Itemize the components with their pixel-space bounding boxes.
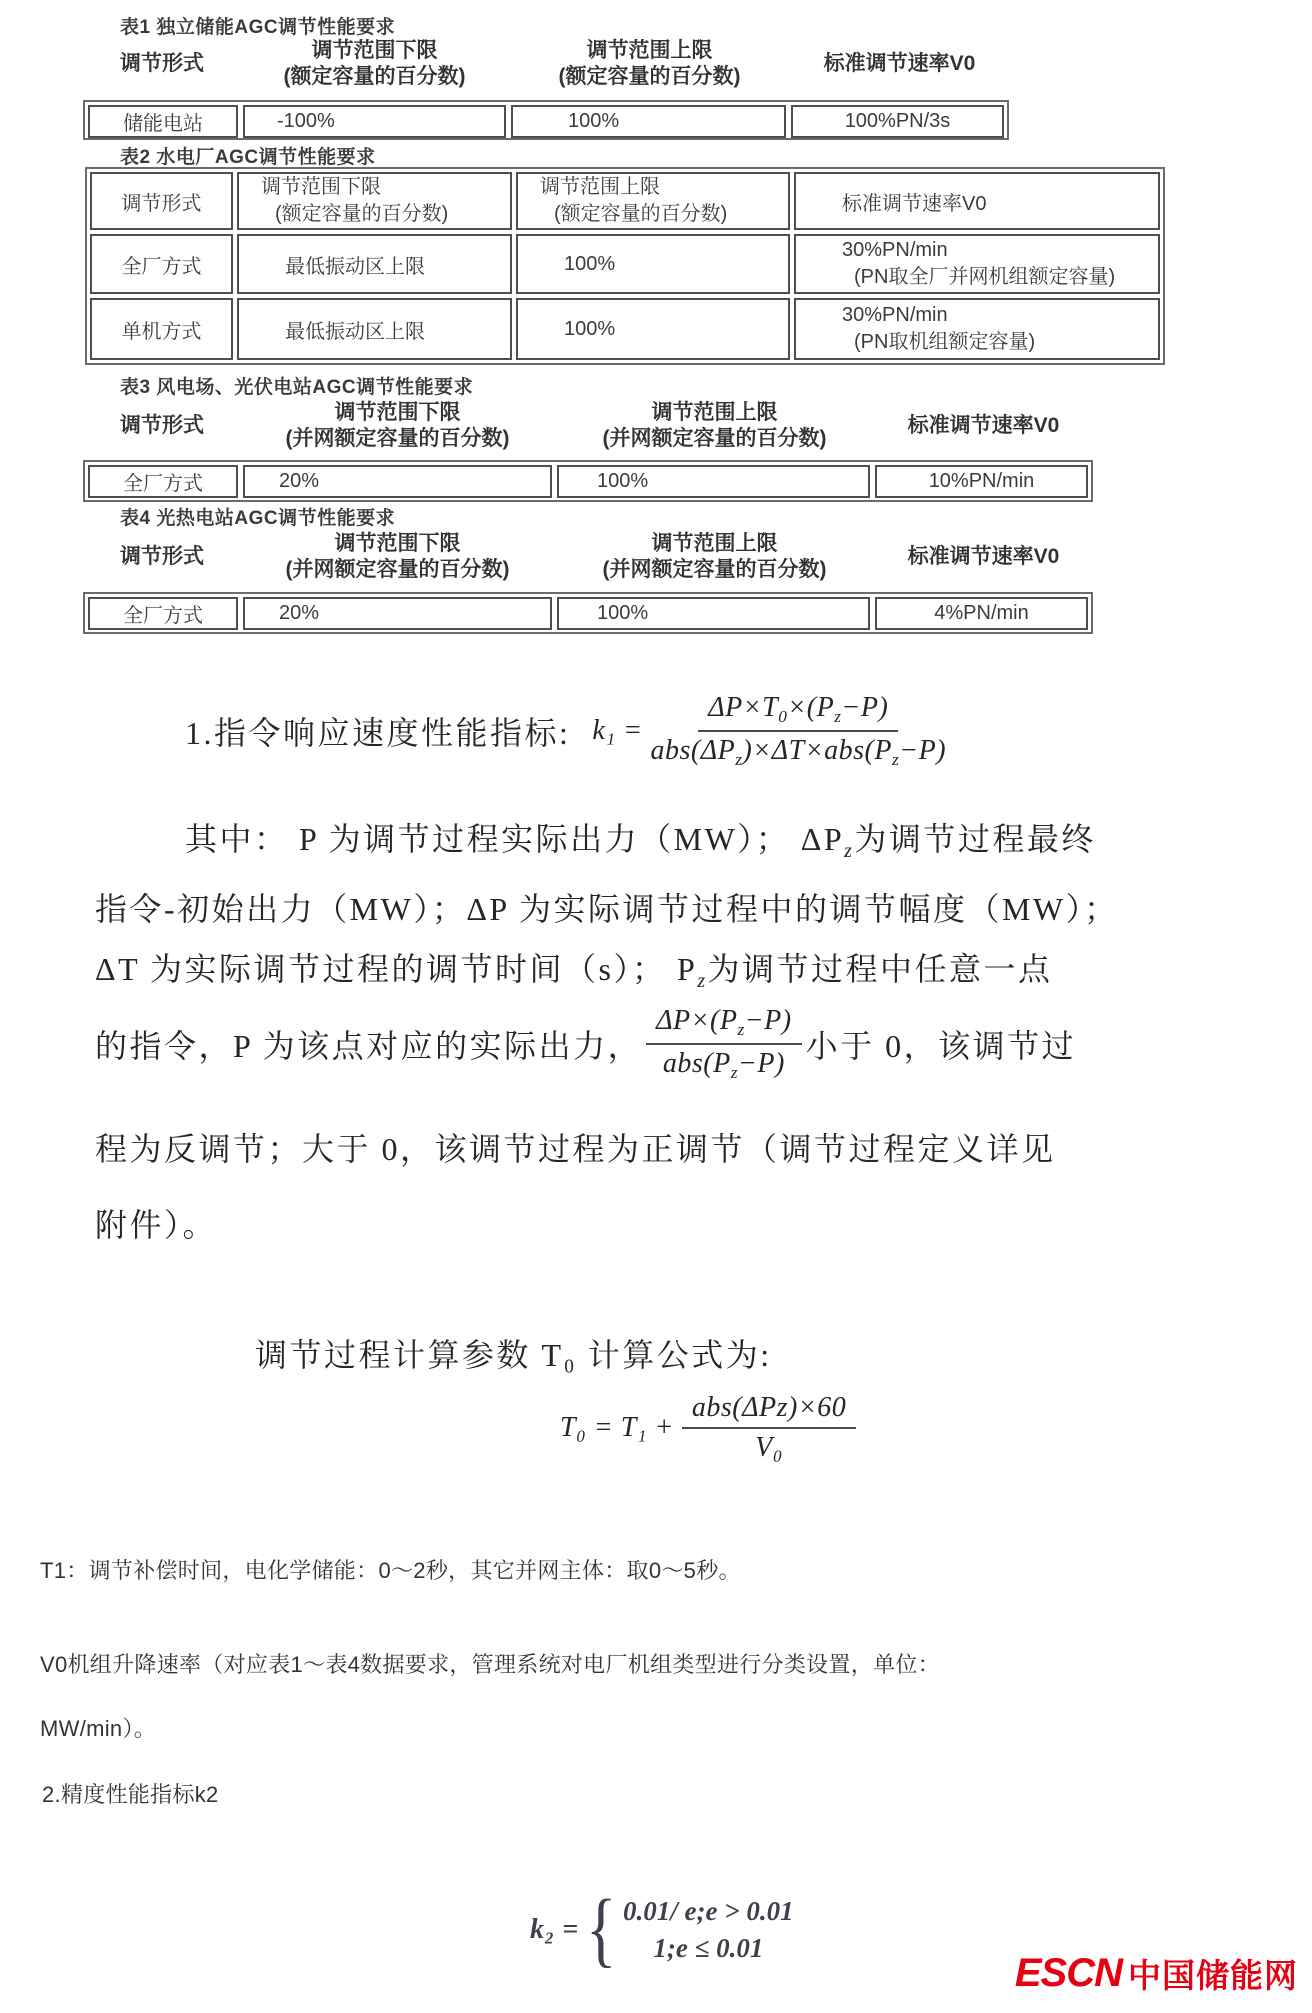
table1-title: 表1 独立储能AGC调节性能要求	[120, 17, 396, 38]
table3-title: 表3 风电场、光伏电站AGC调节性能要求	[120, 377, 474, 398]
t0-numerator: abs(ΔPz)×60	[682, 1392, 856, 1429]
table2	[85, 167, 1165, 365]
table1-header-col1: 调节形式	[120, 52, 204, 75]
table4-data-row	[83, 592, 1093, 634]
inline-denominator: $abs(P_z-P)$	[662, 1048, 785, 1083]
table1-cell: 100%PN/3s	[791, 105, 1004, 138]
t0-formula	[560, 1392, 864, 1464]
table4-header	[87, 531, 1090, 583]
table1-cell: 储能电站	[88, 105, 238, 138]
t0-denominator: V₀	[755, 1432, 784, 1463]
paragraph-text: 的指令，P 为该点对应的实际出力，	[95, 1028, 643, 1065]
escn-logo	[1015, 1950, 1298, 1997]
table2-cell: 100%	[516, 298, 790, 360]
paragraph-line: 其中： P 为调节过程实际出力（MW）； $\Delta P_z$为调节过程最终	[185, 821, 1096, 862]
table4-cell: 4%PN/min	[875, 597, 1088, 630]
escn-logo-en: ESCN	[1014, 1951, 1122, 1995]
table4-header-col4: 标准调节速率V0	[907, 545, 1060, 568]
inline-fraction	[646, 1005, 801, 1083]
table1-header	[87, 38, 1006, 90]
table1-cell: 100%	[511, 105, 786, 138]
table1-header-col3: 调节范围上限 (额定容量的百分数)	[558, 39, 741, 88]
k2-case1: 0.01/ e;e > 0.01	[623, 1896, 794, 1926]
t1-note: T1：调节补偿时间，电化学储能：0～2秒，其它并网主体：取0～5秒。	[40, 1558, 741, 1583]
table2-cell: 最低振动区上限	[237, 234, 512, 294]
table3-cell: 全厂方式	[88, 465, 238, 498]
t0-caption: 调节过程计算参数 T₀ 计算公式为:	[255, 1337, 772, 1373]
table3-header-col1: 调节形式	[120, 414, 204, 437]
table2-cell: 30%PN/min (PN取全厂并网机组额定容量)	[794, 234, 1160, 294]
table3-cell: 20%	[243, 465, 552, 498]
inline-numerator: $\Delta P\times(P_z-P)$	[646, 1005, 801, 1045]
table2-cell: 最低振动区上限	[237, 298, 512, 360]
table2-header-col2: 调节范围下限 (额定容量的百分数)	[237, 172, 512, 230]
t0-lhs: T₀ = T₁ +	[560, 1412, 674, 1443]
paragraph-line: ΔT 为实际调节过程的调节时间（s）； $P_z$为调节过程中任意一点	[95, 951, 1053, 992]
paragraph-line: 附件）。	[95, 1207, 218, 1243]
table2-cell: 30%PN/min (PN取机组额定容量)	[794, 298, 1160, 360]
k2-brace: {	[585, 1883, 617, 1976]
k1-fraction	[650, 692, 946, 770]
table3-cell: 100%	[557, 465, 870, 498]
k1-formula	[185, 692, 954, 770]
paragraph-line: 程为反调节；大于 0，该调节过程为正调节（调节过程定义详见	[95, 1131, 1056, 1167]
table4-cell: 100%	[557, 597, 870, 630]
table1-data-row	[83, 100, 1009, 140]
paragraph-line: 指令-初始出力（MW）；ΔP 为实际调节过程中的调节幅度（MW）；	[95, 891, 1119, 927]
paragraph-text: 小于 0，该调节过	[805, 1028, 1077, 1065]
k2-lhs: k₂ =	[530, 1914, 579, 1945]
table1-cell: -100%	[243, 105, 506, 138]
k1-lead: 1.指令响应速度性能指标:	[185, 715, 571, 752]
escn-logo-cn: 中国储能网	[1128, 1957, 1298, 1994]
table2-cell: 全厂方式	[90, 234, 233, 294]
table3-header-col4: 标准调节速率V0	[907, 414, 1060, 437]
v0-note-line2: MW/min）。	[40, 1716, 157, 1741]
table2-cell: 单机方式	[90, 298, 233, 360]
table4-header-col1: 调节形式	[120, 545, 204, 568]
v0-note-line1: V0机组升降速率（对应表1～表4数据要求，管理系统对电厂机组类型进行分类设置，单位：	[40, 1652, 940, 1677]
table4-title: 表4 光热电站AGC调节性能要求	[120, 508, 396, 529]
k2-case2: 1;e ≤ 0.01	[653, 1933, 764, 1963]
table3-data-row	[83, 460, 1093, 502]
k1-denominator: $abs(\Delta P_z)\times\Delta T\times abs(P_z-P)$	[650, 735, 947, 770]
table4-cell: 全厂方式	[88, 597, 238, 630]
k2-cases	[623, 1896, 794, 1964]
table1-header-col2: 调节范围下限 (额定容量的百分数)	[283, 39, 466, 88]
table4-header-col3: 调节范围上限 (并网额定容量的百分数)	[602, 532, 827, 581]
table2-header-col4: 标准调节速率V0	[794, 172, 1160, 230]
table2-title: 表2 水电厂AGC调节性能要求	[120, 147, 376, 168]
paragraph-line-with-fraction	[95, 1005, 1076, 1083]
table4-cell: 20%	[243, 597, 552, 630]
table3-header	[87, 400, 1090, 452]
t0-fraction	[682, 1392, 856, 1464]
k1-lhs: k₁ =	[592, 715, 643, 747]
table3-cell: 10%PN/min	[875, 465, 1088, 498]
table4-header-col2: 调节范围下限 (并网额定容量的百分数)	[285, 532, 510, 581]
table2-header-col3: 调节范围上限 (额定容量的百分数)	[516, 172, 790, 230]
table1-header-col4: 标准调节速率V0	[823, 52, 976, 75]
table2-header-col1: 调节形式	[90, 172, 233, 230]
table2-cell: 100%	[516, 234, 790, 294]
table3-header-col3: 调节范围上限 (并网额定容量的百分数)	[602, 401, 827, 450]
table3-header-col2: 调节范围下限 (并网额定容量的百分数)	[285, 401, 510, 450]
k2-heading: 2.精度性能指标k2	[42, 1782, 219, 1807]
k2-formula	[530, 1883, 794, 1976]
k1-numerator: $\Delta P\times T_0\times(P_z-P)$	[698, 692, 898, 732]
